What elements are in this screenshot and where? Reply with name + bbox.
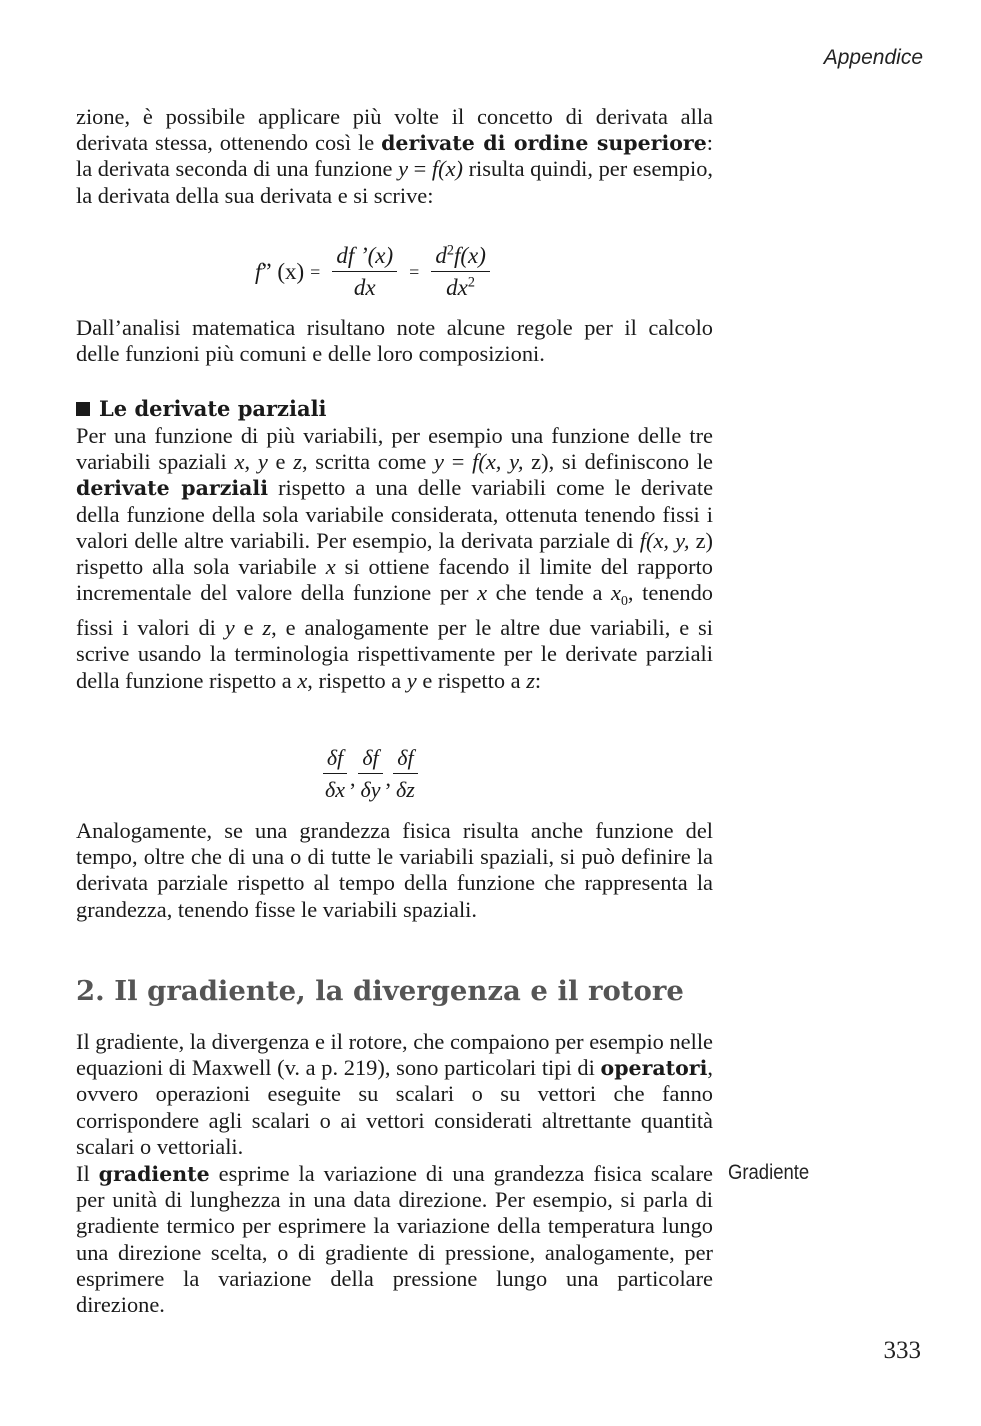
partial-x-fraction	[321, 745, 349, 803]
fraction-denominator: dx	[353, 275, 376, 300]
running-header: Appendice	[823, 46, 923, 69]
separator: ,	[350, 766, 356, 791]
fraction-denominator: $dx^2$	[446, 274, 475, 300]
separator: ,	[385, 766, 391, 791]
square-bullet-icon	[76, 402, 90, 416]
page-number: 333	[883, 1337, 921, 1364]
gradient-paragraph: Il gradiente esprime la variazione di una grandezza fisica scalare per unità di lunghezza in una data direzione. Per esempio, si parla di gradiente termico per esprimere la variazione della temperatura lungo una direzione scelta, o di gradiente di pressione, analogamente, per esprimere la variazione della pressione lungo una particolare direzione.	[76, 1161, 713, 1318]
fraction-numerator: df ’(x)	[332, 243, 397, 272]
math-var: y	[398, 156, 409, 182]
second-derivative-formula	[255, 243, 496, 301]
partial-y-fraction	[357, 745, 385, 803]
math-expr: f(x)	[431, 156, 463, 182]
fraction-numerator: $d^2f(x)$	[431, 243, 490, 272]
section-title: Le derivate parziali	[99, 396, 327, 421]
intro-paragraph	[76, 104, 713, 209]
first-fraction	[332, 243, 397, 301]
text: : la derivata seconda di una funzione	[76, 130, 713, 182]
partial-derivatives-formula	[320, 745, 420, 803]
fraction-numerator: δf	[393, 745, 417, 774]
equals-sign: =	[409, 261, 420, 282]
bold-term: derivate parziali	[76, 476, 269, 501]
formula-lhs: f” (x)	[255, 259, 305, 284]
text: zione, è possibile applicare più volte il concetto di derivata alla derivata stessa, ottenendo così le	[76, 104, 713, 156]
bold-term: derivate di ordine superiore	[381, 131, 707, 156]
fraction-numerator: δf	[358, 745, 382, 774]
analog-paragraph: Analogamente, se una grandezza fisica risulta anche funzione del tempo, oltre che di una o di tutte le variabili spaziali, si può definire la derivata parziale rispetto al tempo della funzione che rappresenta la grandezza, tenendo fisse le variabili spaziali.	[76, 818, 713, 922]
margin-note-gradiente: Gradiente	[728, 1161, 810, 1184]
fraction-denominator: δz	[396, 777, 415, 802]
partial-z-fraction	[392, 745, 419, 803]
text: risulta quindi, per esempio, la derivata della sua derivata e si scrive:	[76, 156, 714, 208]
equals-sign: =	[310, 261, 321, 282]
partial-derivatives-paragraph: Per una funzione di più variabili, per esempio una funzione delle tre variabili spaziali x, y e z, scritta come y = f(x, y, z), si definiscono le derivate parziali rispetto a una delle variabili come le derivate della funzione della sola variabile considerata, ottenuta tenendo fissi i valori delle altre variabili. Per esempio, la derivata parziale di f(x, y, z) rispetto alla sola variabile x si ottiene facendo il limite del rapporto incrementale del valore della funzione per x che tende a $x_0$, tenendo fissi i valori di y e z, e analogamente per le altre due variabili, e si scrive usando la terminologia rispettivamente per le derivate parziali della funzione rispetto a x, rispetto a y e rispetto a z:	[76, 423, 714, 693]
bold-term: operatori	[600, 1056, 708, 1081]
second-fraction	[431, 243, 490, 301]
section-heading-partial	[76, 396, 327, 421]
fraction-denominator: δy	[360, 777, 381, 802]
bold-term: gradiente	[98, 1162, 210, 1186]
operators-paragraph: Il gradiente, la divergenza e il rotore, che compaiono per esempio nelle equazioni di Maxwell (v. a p. 219), sono particolari tipi di operatori, ovvero operazioni eseguite su scalari o su vettori che fanno corrispondere agli scalari o ai vettori considerati altrettante quantità scalari o vettoriali.	[76, 1029, 713, 1159]
fraction-numerator: δf	[323, 745, 347, 774]
fraction-denominator: δx	[325, 777, 345, 802]
after-formula-paragraph: Dall’analisi matematica risultano note alcune regole per il calcolo delle funzioni più comuni e delle loro composizioni.	[76, 315, 713, 367]
chapter-heading: 2. Il gradiente, la divergenza e il rotore	[76, 975, 684, 1007]
text: =	[408, 156, 432, 182]
